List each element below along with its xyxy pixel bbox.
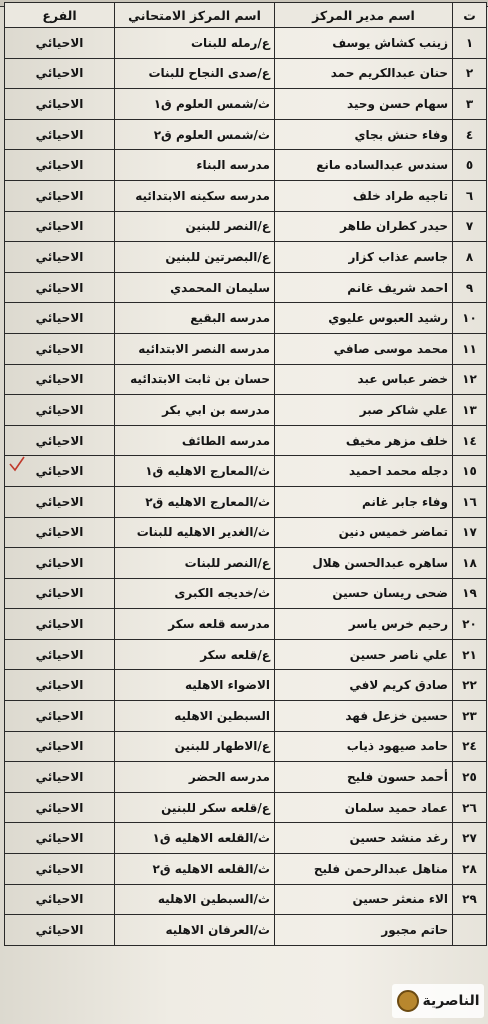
- branch-name: الاحيائي: [5, 762, 115, 793]
- manager-name: تاجيه طراد خلف: [275, 180, 453, 211]
- table-row: [5, 303, 487, 334]
- branch-name: الاحيائي: [5, 242, 115, 273]
- row-number: ٣: [453, 89, 487, 120]
- manager-name: سهام حسن وحيد: [275, 89, 453, 120]
- table-row: [5, 578, 487, 609]
- row-number: ٢١: [453, 639, 487, 670]
- table-row: [5, 211, 487, 242]
- table-row: [5, 272, 487, 303]
- row-number: ٩: [453, 272, 487, 303]
- manager-name: محمد موسى صافي: [275, 333, 453, 364]
- center-name: الاضواء الاهليه: [115, 670, 275, 701]
- header-manager-name: اسم مدير المركز: [275, 3, 453, 28]
- table-row: [5, 119, 487, 150]
- table-row: [5, 854, 487, 885]
- table-row: [5, 823, 487, 854]
- table-row: [5, 180, 487, 211]
- center-name: سليمان المحمدي: [115, 272, 275, 303]
- branch-name: الاحيائي: [5, 364, 115, 395]
- center-name: ث/المعارج الاهليه ق٢: [115, 486, 275, 517]
- center-name: مدرسه سكينه الابتدائيه: [115, 180, 275, 211]
- manager-name: مناهل عبدالرحمن فليح: [275, 854, 453, 885]
- row-number: ٨: [453, 242, 487, 273]
- row-number: [453, 915, 487, 946]
- table-header-row: [5, 3, 487, 28]
- table-row: [5, 242, 487, 273]
- manager-name: خضر عباس عبد: [275, 364, 453, 395]
- branch-name: الاحيائي: [5, 884, 115, 915]
- table-row: [5, 639, 487, 670]
- center-name: ع/النصر للبنات: [115, 548, 275, 579]
- manager-name: علي شاكر صبر: [275, 395, 453, 426]
- center-name: ع/رمله للبنات: [115, 28, 275, 59]
- row-number: ٢٨: [453, 854, 487, 885]
- branch-name: الاحيائي: [5, 395, 115, 426]
- table-row: [5, 609, 487, 640]
- center-name: ث/الغدير الاهليه للبنات: [115, 517, 275, 548]
- manager-name: الاء منعثر حسين: [275, 884, 453, 915]
- branch-name: الاحيائي: [5, 854, 115, 885]
- handwritten-check-mark: [8, 454, 26, 474]
- manager-name: خلف مزهر مخيف: [275, 425, 453, 456]
- center-name: مدرسه قلعه سكر: [115, 609, 275, 640]
- center-name: ث/القلعه الاهليه ق١: [115, 823, 275, 854]
- table-row: [5, 89, 487, 120]
- manager-name: عماد حميد سلمان: [275, 792, 453, 823]
- manager-name: وفاء حنش بجاي: [275, 119, 453, 150]
- row-number: ٢٣: [453, 701, 487, 732]
- branch-name: الاحيائي: [5, 272, 115, 303]
- branch-name: الاحيائي: [5, 517, 115, 548]
- branch-name: الاحيائي: [5, 333, 115, 364]
- header-branch: الفرع: [5, 3, 115, 28]
- center-name: السبطين الاهليه: [115, 701, 275, 732]
- branch-name: الاحيائي: [5, 89, 115, 120]
- row-number: ٢٧: [453, 823, 487, 854]
- center-name: ث/شمس العلوم ق٢: [115, 119, 275, 150]
- watermark-text: الناصرية: [422, 993, 480, 1009]
- branch-name: الاحيائي: [5, 119, 115, 150]
- manager-name: جاسم عذاب كزار: [275, 242, 453, 273]
- branch-name: الاحيائي: [5, 670, 115, 701]
- branch-name: الاحيائي: [5, 425, 115, 456]
- row-number: ١: [453, 28, 487, 59]
- exam-centers-table: [4, 2, 487, 946]
- center-name: مدرسه النصر الابتدائيه: [115, 333, 275, 364]
- row-number: ٢٢: [453, 670, 487, 701]
- table-row: [5, 28, 487, 59]
- manager-name: رشيد العبوس عليوي: [275, 303, 453, 334]
- row-number: ١٩: [453, 578, 487, 609]
- header-center-name: اسم المركز الامتحاني: [115, 3, 275, 28]
- branch-name: الاحيائي: [5, 731, 115, 762]
- branch-name: الاحيائي: [5, 609, 115, 640]
- table-row: [5, 425, 487, 456]
- table-row: [5, 150, 487, 181]
- manager-name: ضحى ريسان حسين: [275, 578, 453, 609]
- table-body: [5, 28, 487, 946]
- center-name: ع/صدى النجاح للبنات: [115, 58, 275, 89]
- manager-name: رغد منشد حسين: [275, 823, 453, 854]
- row-number: ٦: [453, 180, 487, 211]
- row-number: ٤: [453, 119, 487, 150]
- center-name: ث/شمس العلوم ق١: [115, 89, 275, 120]
- branch-name: الاحيائي: [5, 303, 115, 334]
- row-number: ١٥: [453, 456, 487, 487]
- row-number: ١٠: [453, 303, 487, 334]
- manager-name: تماضر خميس دنين: [275, 517, 453, 548]
- table-row: [5, 456, 487, 487]
- branch-name: الاحيائي: [5, 58, 115, 89]
- table-row: [5, 517, 487, 548]
- row-number: ١١: [453, 333, 487, 364]
- watermark-logo: [392, 984, 484, 1018]
- row-number: ٢٤: [453, 731, 487, 762]
- table-row: [5, 762, 487, 793]
- center-name: ث/العرفان الاهليه: [115, 915, 275, 946]
- branch-name: الاحيائي: [5, 28, 115, 59]
- manager-name: وفاء جابر غانم: [275, 486, 453, 517]
- branch-name: الاحيائي: [5, 180, 115, 211]
- table-row: [5, 792, 487, 823]
- row-number: ٢: [453, 58, 487, 89]
- branch-name: الاحيائي: [5, 792, 115, 823]
- center-name: ع/قلعه سكر للبنين: [115, 792, 275, 823]
- manager-name: سندس عبدالساده مانع: [275, 150, 453, 181]
- center-name: ث/القلعه الاهليه ق٢: [115, 854, 275, 885]
- table-row: [5, 915, 487, 946]
- center-name: مدرسه بن ابي بكر: [115, 395, 275, 426]
- table-row: [5, 364, 487, 395]
- row-number: ٢٠: [453, 609, 487, 640]
- header-number: ت: [453, 3, 487, 28]
- manager-name: ساهره عبدالحسن هلال: [275, 548, 453, 579]
- center-name: ع/البصرتين للبنين: [115, 242, 275, 273]
- table-row: [5, 884, 487, 915]
- manager-name: حيدر كطران طاهر: [275, 211, 453, 242]
- row-number: ١٨: [453, 548, 487, 579]
- branch-name: الاحيائي: [5, 486, 115, 517]
- center-name: مدرسه البقيع: [115, 303, 275, 334]
- row-number: ٧: [453, 211, 487, 242]
- row-number: ٢٦: [453, 792, 487, 823]
- center-name: مدرسه الطائف: [115, 425, 275, 456]
- manager-name: دجله محمد احميد: [275, 456, 453, 487]
- branch-name: الاحيائي: [5, 456, 115, 487]
- manager-name: حنان عبدالكريم حمد: [275, 58, 453, 89]
- row-number: ١٣: [453, 395, 487, 426]
- row-number: ٢٥: [453, 762, 487, 793]
- table-row: [5, 333, 487, 364]
- table-row: [5, 395, 487, 426]
- row-number: ١٧: [453, 517, 487, 548]
- center-name: ث/السبطين الاهليه: [115, 884, 275, 915]
- manager-name: أحمد حسون فليح: [275, 762, 453, 793]
- manager-name: حامد صيهود ذياب: [275, 731, 453, 762]
- table-row: [5, 701, 487, 732]
- logo-emblem-icon: [397, 990, 419, 1012]
- row-number: ١٤: [453, 425, 487, 456]
- row-number: ٢٩: [453, 884, 487, 915]
- branch-name: الاحيائي: [5, 548, 115, 579]
- center-name: ع/الاطهار للبنين: [115, 731, 275, 762]
- center-name: مدرسه الحضر: [115, 762, 275, 793]
- center-name: مدرسه البناء: [115, 150, 275, 181]
- branch-name: الاحيائي: [5, 915, 115, 946]
- center-name: ث/المعارج الاهليه ق١: [115, 456, 275, 487]
- manager-name: احمد شريف غانم: [275, 272, 453, 303]
- table-row: [5, 548, 487, 579]
- manager-name: علي ناصر حسين: [275, 639, 453, 670]
- manager-name: حاتم مجبور: [275, 915, 453, 946]
- row-number: ١٦: [453, 486, 487, 517]
- manager-name: رحيم خرس ياسر: [275, 609, 453, 640]
- branch-name: الاحيائي: [5, 211, 115, 242]
- row-number: ١٢: [453, 364, 487, 395]
- branch-name: الاحيائي: [5, 639, 115, 670]
- manager-name: حسين خزعل فهد: [275, 701, 453, 732]
- branch-name: الاحيائي: [5, 823, 115, 854]
- center-name: ع/قلعه سكر: [115, 639, 275, 670]
- branch-name: الاحيائي: [5, 578, 115, 609]
- center-name: حسان بن ثابت الابتدائيه: [115, 364, 275, 395]
- row-number: ٥: [453, 150, 487, 181]
- manager-name: صادق كريم لافي: [275, 670, 453, 701]
- branch-name: الاحيائي: [5, 701, 115, 732]
- table-row: [5, 670, 487, 701]
- manager-name: زينب كشاش يوسف: [275, 28, 453, 59]
- table-row: [5, 731, 487, 762]
- branch-name: الاحيائي: [5, 150, 115, 181]
- table-row: [5, 58, 487, 89]
- table-row: [5, 486, 487, 517]
- center-name: ث/خديجه الكبرى: [115, 578, 275, 609]
- center-name: ع/النصر للبنين: [115, 211, 275, 242]
